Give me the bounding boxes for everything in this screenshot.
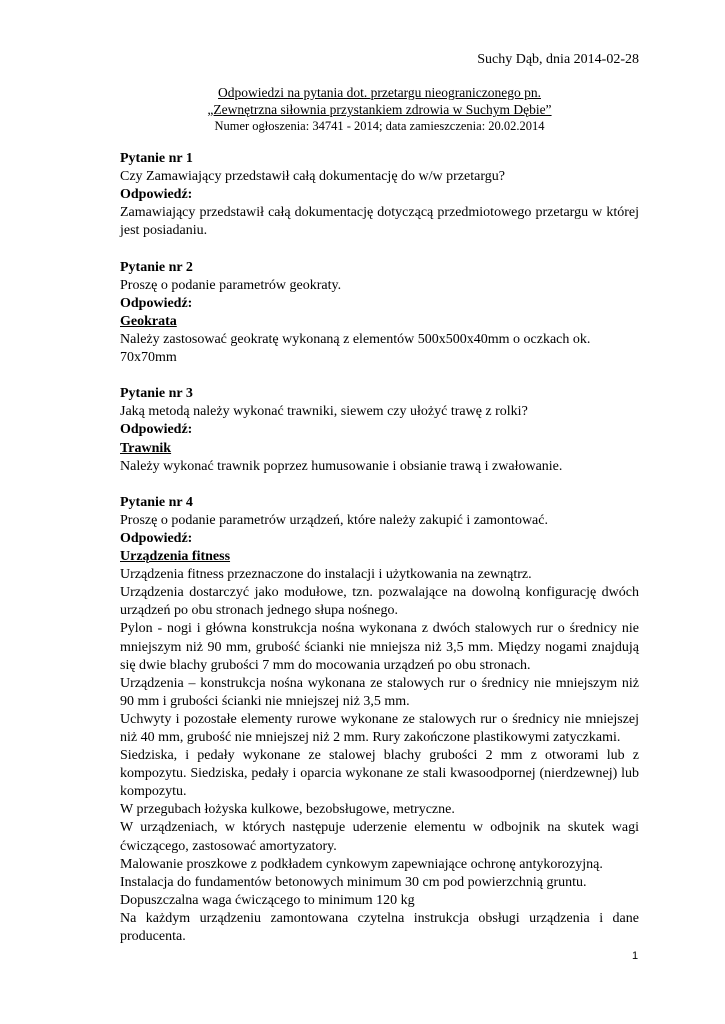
- answer-paragraph: Na każdym urządzeniu zamontowana czytelna instrukcja obsługi urządzenia i dane producenta.: [120, 910, 639, 945]
- answer-paragraph: Pylon - nogi i główna konstrukcja nośna wykonana z dwóch stalowych rur o średnicy nie mniejszym niż 90 mm, grubość ścianki nie mniejsza niż 3,5 mm. Między nogami znajdują się dwie blachy grubości 7 mm do mocowania urządzeń po obu stronach.: [120, 621, 639, 673]
- question-text: Proszę o podanie parametrów urządzeń, które należy zakupić i zamontować.: [120, 512, 548, 528]
- answer-paragraph: W urządzeniach, w których następuje uderzenie elementu w odbojnik na skutek wagi ćwiczącego, zastosować amortyzatory.: [120, 820, 639, 854]
- document-title: [120, 84, 639, 135]
- answer-paragraph: Urządzenia fitness przeznaczone do instalacji i użytkowania na zewnątrz.: [120, 567, 532, 583]
- title-line-2: „Zewnętrzna siłownia przystankiem zdrowia w Suchym Dębie”: [207, 102, 552, 117]
- question-section-1: [120, 150, 639, 240]
- answer-subheading: Geokrata: [120, 313, 177, 329]
- answer-paragraph: Siedziska, i pedały wykonane ze stalowej blachy grubości 2 mm z otworami lub z kompozytu. Siedziska, pedały i oparcia wykonane ze stali kwasoodpornej (nierdzewnej) lub kompozytu.: [120, 748, 639, 800]
- answer-label: Odpowiedź:: [120, 187, 193, 203]
- question-title: Pytanie nr 1: [120, 151, 193, 166]
- answer-text: Zamawiający przedstawił całą dokumentację dotyczącą przedmiotowego przetargu w której jest posiadaniu.: [120, 205, 639, 239]
- question-title: Pytanie nr 2: [120, 259, 193, 275]
- question-title: Pytanie nr 4: [120, 494, 193, 510]
- answer-paragraph: Malowanie proszkowe z podkładem cynkowym zapewniające ochronę antykorozyjną.: [120, 856, 603, 872]
- answer-paragraph: W przegubach łożyska kulkowe, bezobsługowe, metryczne.: [120, 802, 455, 818]
- question-section-2: [120, 259, 639, 368]
- answer-label: Odpowiedź:: [120, 530, 193, 546]
- page-number: 1: [632, 950, 639, 962]
- answer-paragraph: Instalacja do fundamentów betonowych minimum 30 cm pod powierzchnią gruntu.: [120, 874, 587, 890]
- question-section-4: [120, 494, 639, 946]
- question-section-3: [120, 385, 639, 475]
- question-text: Czy Zamawiający przedstawił całą dokumentację do w/w przetargu?: [120, 169, 505, 185]
- answer-text: Należy wykonać trawnik poprzez humusowanie i obsianie trawą i zwałowanie.: [120, 458, 563, 474]
- date-line: Suchy Dąb, dnia 2014-02-28: [477, 52, 639, 67]
- document-body: [120, 150, 639, 946]
- question-text: Proszę o podanie parametrów geokraty.: [120, 277, 342, 293]
- answer-subheading: Trawnik: [120, 440, 172, 456]
- title-line-1: Odpowiedzi na pytania dot. przetargu nieograniczonego pn.: [218, 85, 541, 100]
- announcement-meta: Numer ogłoszenia: 34741 - 2014; data zamieszczenia: 20.02.2014: [214, 119, 545, 133]
- answer-label: Odpowiedź:: [120, 295, 193, 311]
- question-title: Pytanie nr 3: [120, 386, 193, 402]
- answer-paragraph: Dopuszczalna waga ćwiczącego to minimum 120 kg: [120, 892, 415, 908]
- answer-label: Odpowiedź:: [120, 422, 193, 438]
- question-text: Jaką metodą należy wykonać trawniki, siewem czy ułożyć trawę z rolki?: [120, 404, 528, 420]
- answer-paragraph: Uchwyty i pozostałe elementy rurowe wykonane ze stalowych rur o średnicy nie mniejszej niż 40 mm, grubość nie mniejszej niż 2 mm. Rury zakończone plastikowymi zatyczkami.: [120, 711, 639, 745]
- answer-paragraph: Urządzenia dostarczyć jako modułowe, tzn. pozwalające na dowolną konfigurację dwóch urządzeń po obu stronach jednego słupa nośnego.: [120, 585, 639, 619]
- answer-text: Należy zastosować geokratę wykonaną z elementów 500x500x40mm o oczkach ok. 70x70mm: [120, 331, 591, 366]
- answer-subheading: Urządzenia fitness: [120, 549, 231, 565]
- answer-paragraph: Urządzenia – konstrukcja nośna wykonana ze stalowych rur o średnicy nie mniejszym niż 90 mm i grubości ścianki nie mniejszej niż 3,5 mm.: [120, 675, 639, 709]
